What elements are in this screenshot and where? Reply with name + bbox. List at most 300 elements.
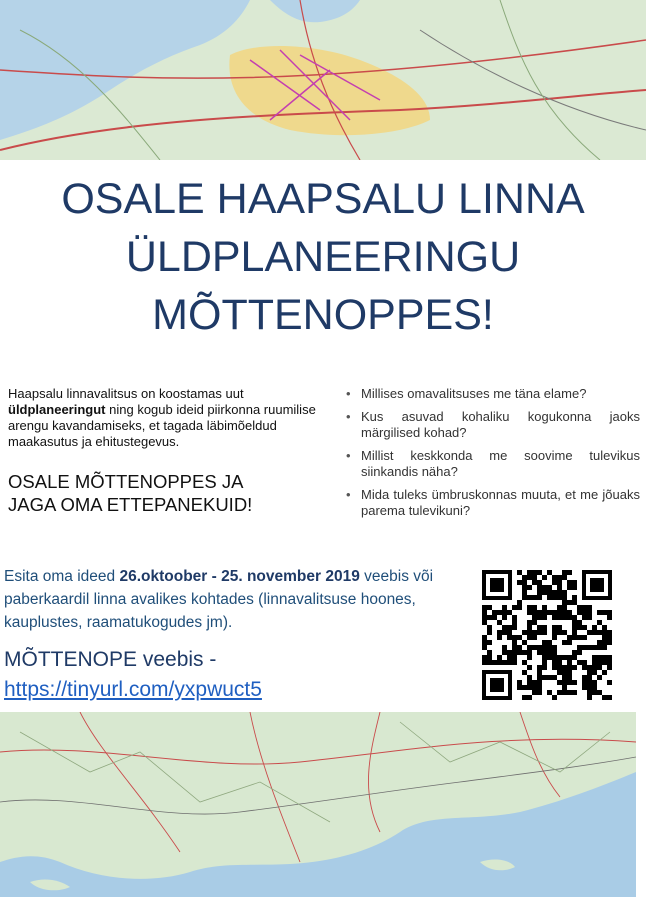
- cta-line-2: JAGA OMA ETTEPANEKUID!: [8, 494, 253, 515]
- qr-module: [562, 670, 567, 675]
- dates-paragraph: [4, 565, 474, 634]
- qr-module: [567, 675, 572, 680]
- qr-module: [542, 610, 547, 615]
- qr-module: [597, 690, 602, 695]
- qr-module: [607, 615, 612, 620]
- qr-module: [522, 650, 527, 655]
- qr-module: [572, 595, 577, 600]
- qr-module: [582, 635, 587, 640]
- cta-line-1: OSALE MÕTTENOPPES JA: [8, 471, 244, 492]
- qr-module: [602, 660, 607, 665]
- qr-module: [537, 675, 542, 680]
- qr-module: [512, 625, 517, 630]
- qr-module: [557, 660, 562, 665]
- qr-module: [562, 665, 567, 670]
- qr-module: [567, 640, 572, 645]
- qr-module: [542, 625, 547, 630]
- qr-module: [502, 650, 507, 655]
- qr-module: [557, 680, 562, 685]
- qr-finder-top-left: [482, 570, 512, 600]
- qr-module: [587, 615, 592, 620]
- qr-module: [527, 605, 532, 610]
- qr-module: [587, 695, 592, 700]
- qr-module: [602, 645, 607, 650]
- qr-module: [537, 570, 542, 575]
- qr-module: [507, 660, 512, 665]
- qr-module: [532, 575, 537, 580]
- qr-module: [547, 595, 552, 600]
- qr-module: [552, 625, 557, 630]
- qr-module: [487, 615, 492, 620]
- qr-finder-bottom-left: [482, 670, 512, 700]
- qr-module: [602, 610, 607, 615]
- qr-module: [547, 645, 552, 650]
- qr-module: [537, 590, 542, 595]
- qr-module: [562, 615, 567, 620]
- qr-module: [522, 595, 527, 600]
- qr-module: [597, 660, 602, 665]
- bullet-icon: •: [346, 409, 351, 424]
- qr-module: [512, 640, 517, 645]
- qr-module: [552, 580, 557, 585]
- qr-module: [557, 630, 562, 635]
- qr-module: [537, 645, 542, 650]
- qr-module: [482, 605, 487, 610]
- qr-module: [492, 660, 497, 665]
- intro-text-2: ning kogub ideid piirkonna ruumilise arengu kavandamiseks, et tagada läbimõeldud maakasutus ja ehitustegevus.: [8, 402, 316, 449]
- qr-module: [532, 595, 537, 600]
- qr-module: [572, 630, 577, 635]
- qr-module: [597, 645, 602, 650]
- qr-module: [542, 605, 547, 610]
- qr-module: [527, 635, 532, 640]
- qr-module: [527, 610, 532, 615]
- qr-module: [602, 635, 607, 640]
- qr-module: [527, 645, 532, 650]
- qr-module: [542, 655, 547, 660]
- qr-module: [507, 610, 512, 615]
- qr-module: [517, 605, 522, 610]
- qr-module: [532, 630, 537, 635]
- qr-module: [597, 665, 602, 670]
- qr-module: [592, 660, 597, 665]
- qr-module: [527, 585, 532, 590]
- qr-module: [557, 615, 562, 620]
- qr-module: [542, 675, 547, 680]
- qr-module: [542, 575, 547, 580]
- qr-module: [532, 610, 537, 615]
- qr-module: [542, 630, 547, 635]
- qr-module: [572, 655, 577, 660]
- qr-module: [572, 580, 577, 585]
- qr-module: [572, 585, 577, 590]
- list-item: [344, 487, 640, 519]
- qr-module: [597, 655, 602, 660]
- qr-module: [522, 630, 527, 635]
- online-section: [4, 645, 474, 705]
- qr-module: [482, 645, 487, 650]
- qr-module: [577, 605, 582, 610]
- qr-module: [587, 665, 592, 670]
- qr-module: [582, 665, 587, 670]
- qr-module: [532, 580, 537, 585]
- question-text: Millist keskkonda me soovime tulevikus siinkandis näha?: [361, 448, 640, 479]
- qr-module: [497, 610, 502, 615]
- qr-module: [537, 690, 542, 695]
- qr-module: [567, 610, 572, 615]
- qr-module: [522, 670, 527, 675]
- qr-module: [582, 615, 587, 620]
- qr-module: [527, 620, 532, 625]
- qr-module: [552, 610, 557, 615]
- qr-module: [562, 595, 567, 600]
- qr-module: [537, 680, 542, 685]
- qr-module: [567, 655, 572, 660]
- qr-module: [512, 635, 517, 640]
- qr-module: [587, 605, 592, 610]
- qr-module: [547, 610, 552, 615]
- qr-module: [517, 635, 522, 640]
- questions-list: [344, 386, 640, 526]
- qr-module: [592, 670, 597, 675]
- list-item: [344, 448, 640, 480]
- qr-module: [562, 675, 567, 680]
- bullet-icon: •: [346, 448, 351, 463]
- qr-module: [552, 660, 557, 665]
- qr-module: [562, 590, 567, 595]
- qr-module: [592, 665, 597, 670]
- qr-module: [557, 585, 562, 590]
- qr-module: [502, 605, 507, 610]
- qr-module: [557, 605, 562, 610]
- qr-module: [587, 670, 592, 675]
- call-to-action: [8, 470, 326, 516]
- qr-module: [547, 655, 552, 660]
- qr-module: [507, 650, 512, 655]
- qr-module: [487, 650, 492, 655]
- qr-module: [542, 585, 547, 590]
- qr-module: [487, 630, 492, 635]
- question-text: Kus asuvad kohaliku kogukonna jaoks märgilised kohad?: [361, 409, 640, 440]
- qr-module: [562, 640, 567, 645]
- qr-module: [572, 620, 577, 625]
- qr-module: [557, 690, 562, 695]
- qr-module: [492, 615, 497, 620]
- qr-module: [602, 695, 607, 700]
- qr-module: [582, 685, 587, 690]
- qr-module: [572, 615, 577, 620]
- qr-module: [582, 605, 587, 610]
- headline-line-2: ÜLDPLANEERINGU: [125, 233, 521, 281]
- qr-module: [512, 615, 517, 620]
- qr-module: [602, 625, 607, 630]
- intro-paragraph: [8, 386, 326, 450]
- qr-module: [527, 595, 532, 600]
- qr-module: [517, 685, 522, 690]
- qr-module: [567, 580, 572, 585]
- qr-module: [607, 660, 612, 665]
- qr-module: [592, 680, 597, 685]
- qr-module: [582, 610, 587, 615]
- qr-module: [547, 690, 552, 695]
- qr-module: [597, 620, 602, 625]
- qr-module: [577, 645, 582, 650]
- qr-module: [522, 660, 527, 665]
- qr-module: [557, 655, 562, 660]
- qr-module: [522, 580, 527, 585]
- qr-module: [562, 655, 567, 660]
- qr-module: [517, 650, 522, 655]
- qr-module: [537, 615, 542, 620]
- online-label: MÕTTENOPE veebis -: [4, 648, 217, 671]
- qr-module: [547, 585, 552, 590]
- dates-pre: Esita oma ideed: [4, 568, 116, 585]
- qr-finder-top-right: [582, 570, 612, 600]
- qr-module: [572, 650, 577, 655]
- qr-module: [562, 610, 567, 615]
- qr-module: [577, 620, 582, 625]
- qr-module: [537, 580, 542, 585]
- qr-module: [557, 590, 562, 595]
- list-item: [344, 409, 640, 441]
- qr-module: [587, 690, 592, 695]
- qr-module: [587, 685, 592, 690]
- qr-module: [567, 670, 572, 675]
- qr-module: [557, 625, 562, 630]
- qr-module: [487, 655, 492, 660]
- qr-module: [527, 680, 532, 685]
- qr-module: [512, 655, 517, 660]
- qr-module: [522, 585, 527, 590]
- qr-module: [482, 655, 487, 660]
- qr-module: [597, 610, 602, 615]
- qr-module: [532, 620, 537, 625]
- qr-module: [517, 580, 522, 585]
- qr-module: [552, 665, 557, 670]
- qr-module: [562, 685, 567, 690]
- qr-module: [502, 610, 507, 615]
- qr-module: [552, 655, 557, 660]
- question-text: Millises omavalitsuses me täna elame?: [361, 386, 587, 401]
- qr-module: [602, 630, 607, 635]
- qr-module: [527, 570, 532, 575]
- qr-module: [597, 640, 602, 645]
- qr-module: [562, 605, 567, 610]
- qr-module: [527, 685, 532, 690]
- qr-module: [602, 670, 607, 675]
- qr-code[interactable]: [482, 570, 612, 700]
- qr-module: [552, 645, 557, 650]
- qr-module: [542, 615, 547, 620]
- qr-module: [497, 630, 502, 635]
- qr-module: [527, 695, 532, 700]
- qr-module: [562, 630, 567, 635]
- qr-module: [547, 675, 552, 680]
- qr-module: [592, 630, 597, 635]
- qr-module: [552, 575, 557, 580]
- qr-module: [567, 615, 572, 620]
- qr-module: [542, 660, 547, 665]
- qr-module: [482, 620, 487, 625]
- qr-module: [592, 685, 597, 690]
- qr-module: [562, 690, 567, 695]
- qr-module: [487, 660, 492, 665]
- qr-module: [562, 575, 567, 580]
- qr-module: [487, 605, 492, 610]
- qr-module: [552, 675, 557, 680]
- qr-module: [557, 670, 562, 675]
- qr-module: [502, 630, 507, 635]
- survey-link[interactable]: https://tinyurl.com/yxpwuct5: [4, 678, 262, 701]
- dates-post: veebis või paberkaardil linna avalikes kohtades (linnavalitsuse hoones, kauplustes, raamatukogudes jm).: [4, 568, 434, 631]
- qr-module: [587, 645, 592, 650]
- qr-module: [527, 665, 532, 670]
- qr-module: [547, 590, 552, 595]
- qr-module: [572, 680, 577, 685]
- qr-module: [567, 600, 572, 605]
- top-map-image: [0, 0, 646, 160]
- qr-module: [607, 630, 612, 635]
- qr-module: [542, 650, 547, 655]
- qr-module: [522, 590, 527, 595]
- qr-module: [537, 625, 542, 630]
- qr-module: [547, 650, 552, 655]
- qr-module: [537, 630, 542, 635]
- qr-module: [552, 595, 557, 600]
- qr-module: [562, 570, 567, 575]
- qr-module: [517, 645, 522, 650]
- qr-module: [592, 655, 597, 660]
- qr-module: [482, 635, 487, 640]
- qr-module: [537, 670, 542, 675]
- qr-module: [582, 645, 587, 650]
- qr-module: [567, 680, 572, 685]
- qr-module: [512, 660, 517, 665]
- qr-module: [507, 655, 512, 660]
- qr-module: [567, 635, 572, 640]
- qr-module: [502, 660, 507, 665]
- qr-module: [607, 695, 612, 700]
- qr-module: [507, 630, 512, 635]
- qr-module: [517, 680, 522, 685]
- headline: [20, 170, 626, 344]
- qr-module: [492, 610, 497, 615]
- qr-module: [607, 610, 612, 615]
- qr-module: [497, 635, 502, 640]
- qr-module: [607, 680, 612, 685]
- qr-module: [557, 580, 562, 585]
- qr-module: [532, 690, 537, 695]
- qr-module: [542, 640, 547, 645]
- qr-module: [557, 610, 562, 615]
- qr-module: [532, 615, 537, 620]
- qr-module: [502, 625, 507, 630]
- qr-module: [577, 635, 582, 640]
- qr-module: [532, 635, 537, 640]
- qr-module: [607, 655, 612, 660]
- qr-module: [542, 645, 547, 650]
- qr-module: [587, 610, 592, 615]
- qr-module: [527, 630, 532, 635]
- qr-module: [502, 615, 507, 620]
- qr-module: [552, 635, 557, 640]
- qr-module: [597, 630, 602, 635]
- qr-module: [582, 660, 587, 665]
- qr-module: [582, 625, 587, 630]
- qr-module: [537, 665, 542, 670]
- qr-module: [482, 660, 487, 665]
- bullet-icon: •: [346, 487, 351, 502]
- qr-module: [487, 640, 492, 645]
- qr-module: [572, 635, 577, 640]
- qr-module: [587, 680, 592, 685]
- qr-module: [482, 640, 487, 645]
- qr-module: [597, 675, 602, 680]
- qr-module: [577, 625, 582, 630]
- qr-module: [577, 660, 582, 665]
- question-text: Mida tuleks ümbruskonnas muuta, et me jõuaks parema tulevikuni?: [361, 487, 640, 518]
- qr-module: [537, 685, 542, 690]
- qr-module: [532, 645, 537, 650]
- qr-module: [532, 605, 537, 610]
- qr-module: [537, 585, 542, 590]
- qr-module: [517, 600, 522, 605]
- qr-module: [602, 640, 607, 645]
- intro-bold-term: üldplaneeringut: [8, 402, 106, 417]
- bottom-map-image: [0, 712, 636, 897]
- qr-module: [567, 690, 572, 695]
- qr-module: [552, 695, 557, 700]
- qr-module: [497, 620, 502, 625]
- qr-module: [552, 650, 557, 655]
- qr-module: [592, 645, 597, 650]
- bullet-icon: •: [346, 386, 351, 401]
- qr-module: [512, 605, 517, 610]
- qr-module: [552, 630, 557, 635]
- qr-module: [522, 575, 527, 580]
- qr-module: [577, 650, 582, 655]
- qr-module: [527, 655, 532, 660]
- list-item: [344, 386, 640, 402]
- qr-module: [547, 640, 552, 645]
- qr-module: [537, 595, 542, 600]
- qr-module: [547, 570, 552, 575]
- qr-module: [497, 660, 502, 665]
- qr-module: [512, 645, 517, 650]
- qr-module: [527, 575, 532, 580]
- qr-module: [557, 575, 562, 580]
- date-range: 26.oktoober - 25. november 2019: [119, 568, 360, 585]
- qr-module: [532, 685, 537, 690]
- qr-module: [587, 675, 592, 680]
- qr-module: [592, 690, 597, 695]
- qr-module: [572, 625, 577, 630]
- headline-line-3: MÕTTENOPPES!: [152, 291, 494, 339]
- qr-module: [567, 660, 572, 665]
- qr-module: [577, 610, 582, 615]
- qr-module: [522, 695, 527, 700]
- qr-module: [567, 665, 572, 670]
- qr-module: [607, 640, 612, 645]
- qr-module: [562, 680, 567, 685]
- qr-module: [562, 600, 567, 605]
- qr-module: [532, 680, 537, 685]
- qr-module: [532, 570, 537, 575]
- intro-text-1: Haapsalu linnavalitsus on koostamas uut: [8, 386, 244, 401]
- qr-module: [552, 615, 557, 620]
- qr-module: [522, 640, 527, 645]
- qr-module: [582, 675, 587, 680]
